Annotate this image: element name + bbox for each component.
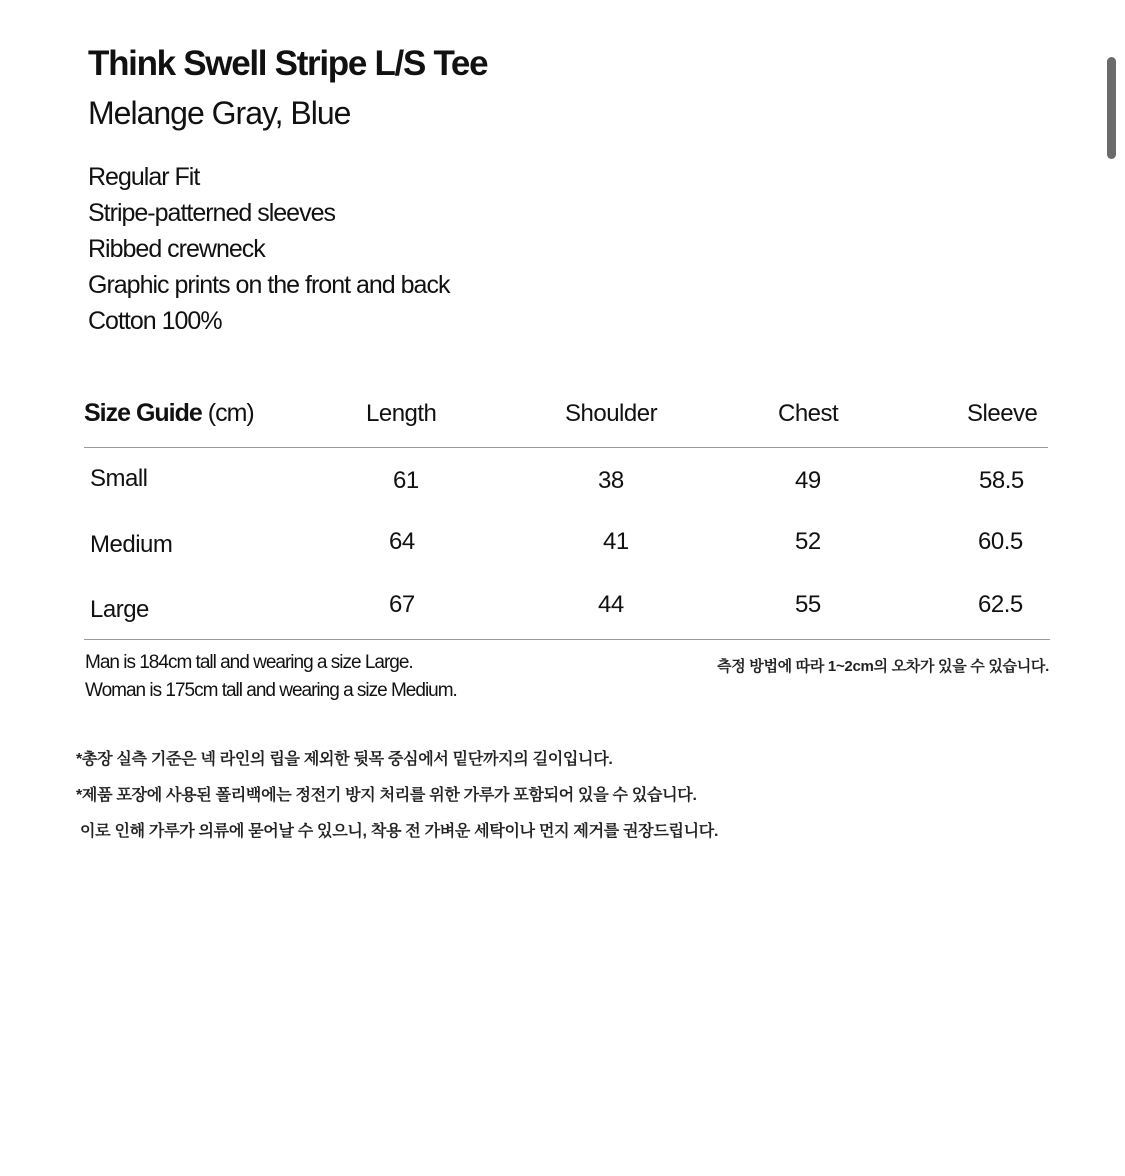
cell-large-length: 67 bbox=[389, 591, 415, 618]
cell-medium-shoulder: 41 bbox=[603, 528, 629, 555]
cell-large-sleeve: 62.5 bbox=[978, 591, 1023, 618]
feature-item: Cotton 100% bbox=[88, 307, 222, 335]
cell-large-shoulder: 44 bbox=[598, 591, 624, 618]
cell-small-length: 61 bbox=[393, 467, 419, 494]
table-bottom-divider bbox=[84, 639, 1050, 640]
measurement-tolerance-note: 측정 방법에 따라 1~2cm의 오차가 있을 수 있습니다. bbox=[717, 658, 1049, 675]
row-label-large: Large bbox=[90, 596, 149, 623]
product-title: Think Swell Stripe L/S Tee bbox=[88, 44, 488, 83]
cell-small-chest: 49 bbox=[795, 467, 821, 494]
header-divider bbox=[84, 447, 1048, 448]
feature-item: Stripe-patterned sleeves bbox=[88, 199, 335, 227]
column-header-sleeve: Sleeve bbox=[967, 400, 1038, 427]
cell-medium-sleeve: 60.5 bbox=[978, 528, 1023, 555]
size-guide-title bbox=[84, 399, 254, 428]
feature-list bbox=[88, 159, 449, 339]
feature-item: Regular Fit bbox=[88, 163, 200, 191]
disclaimer-length-measurement: *총장 실측 기준은 넥 라인의 립을 제외한 뒷목 중심에서 밑단까지의 길이입니다. bbox=[76, 751, 613, 768]
feature-item: Graphic prints on the front and back bbox=[88, 271, 450, 299]
model-note-woman: Woman is 175cm tall and wearing a size Medium. bbox=[85, 680, 457, 701]
size-guide-table bbox=[84, 390, 1050, 642]
column-header-length: Length bbox=[366, 400, 437, 427]
cell-medium-length: 64 bbox=[389, 528, 415, 555]
product-colors: Melange Gray, Blue bbox=[88, 95, 351, 131]
column-header-chest: Chest bbox=[778, 400, 839, 427]
cell-medium-chest: 52 bbox=[795, 528, 821, 555]
vertical-scrollbar[interactable] bbox=[1107, 57, 1116, 159]
row-label-small: Small bbox=[90, 465, 148, 492]
disclaimer-polybag: *제품 포장에 사용된 폴리백에는 정전기 방지 처리를 위한 가루가 포함되어 있을 수 있습니다. bbox=[76, 787, 697, 804]
column-header-shoulder: Shoulder bbox=[565, 400, 658, 427]
cell-small-shoulder: 38 bbox=[598, 467, 624, 494]
model-note-man: Man is 184cm tall and wearing a size Large. bbox=[85, 652, 413, 673]
size-guide-unit: (cm) bbox=[207, 399, 254, 427]
size-guide-label: Size Guide bbox=[84, 399, 202, 427]
cell-small-sleeve: 58.5 bbox=[979, 467, 1024, 494]
row-label-medium: Medium bbox=[90, 531, 173, 558]
feature-item: Ribbed crewneck bbox=[88, 235, 265, 263]
disclaimer-washing: 이로 인해 가루가 의류에 묻어날 수 있으니, 착용 전 가벼운 세탁이나 먼지 제거를 권장드립니다. bbox=[80, 823, 719, 840]
cell-large-chest: 55 bbox=[795, 591, 821, 618]
